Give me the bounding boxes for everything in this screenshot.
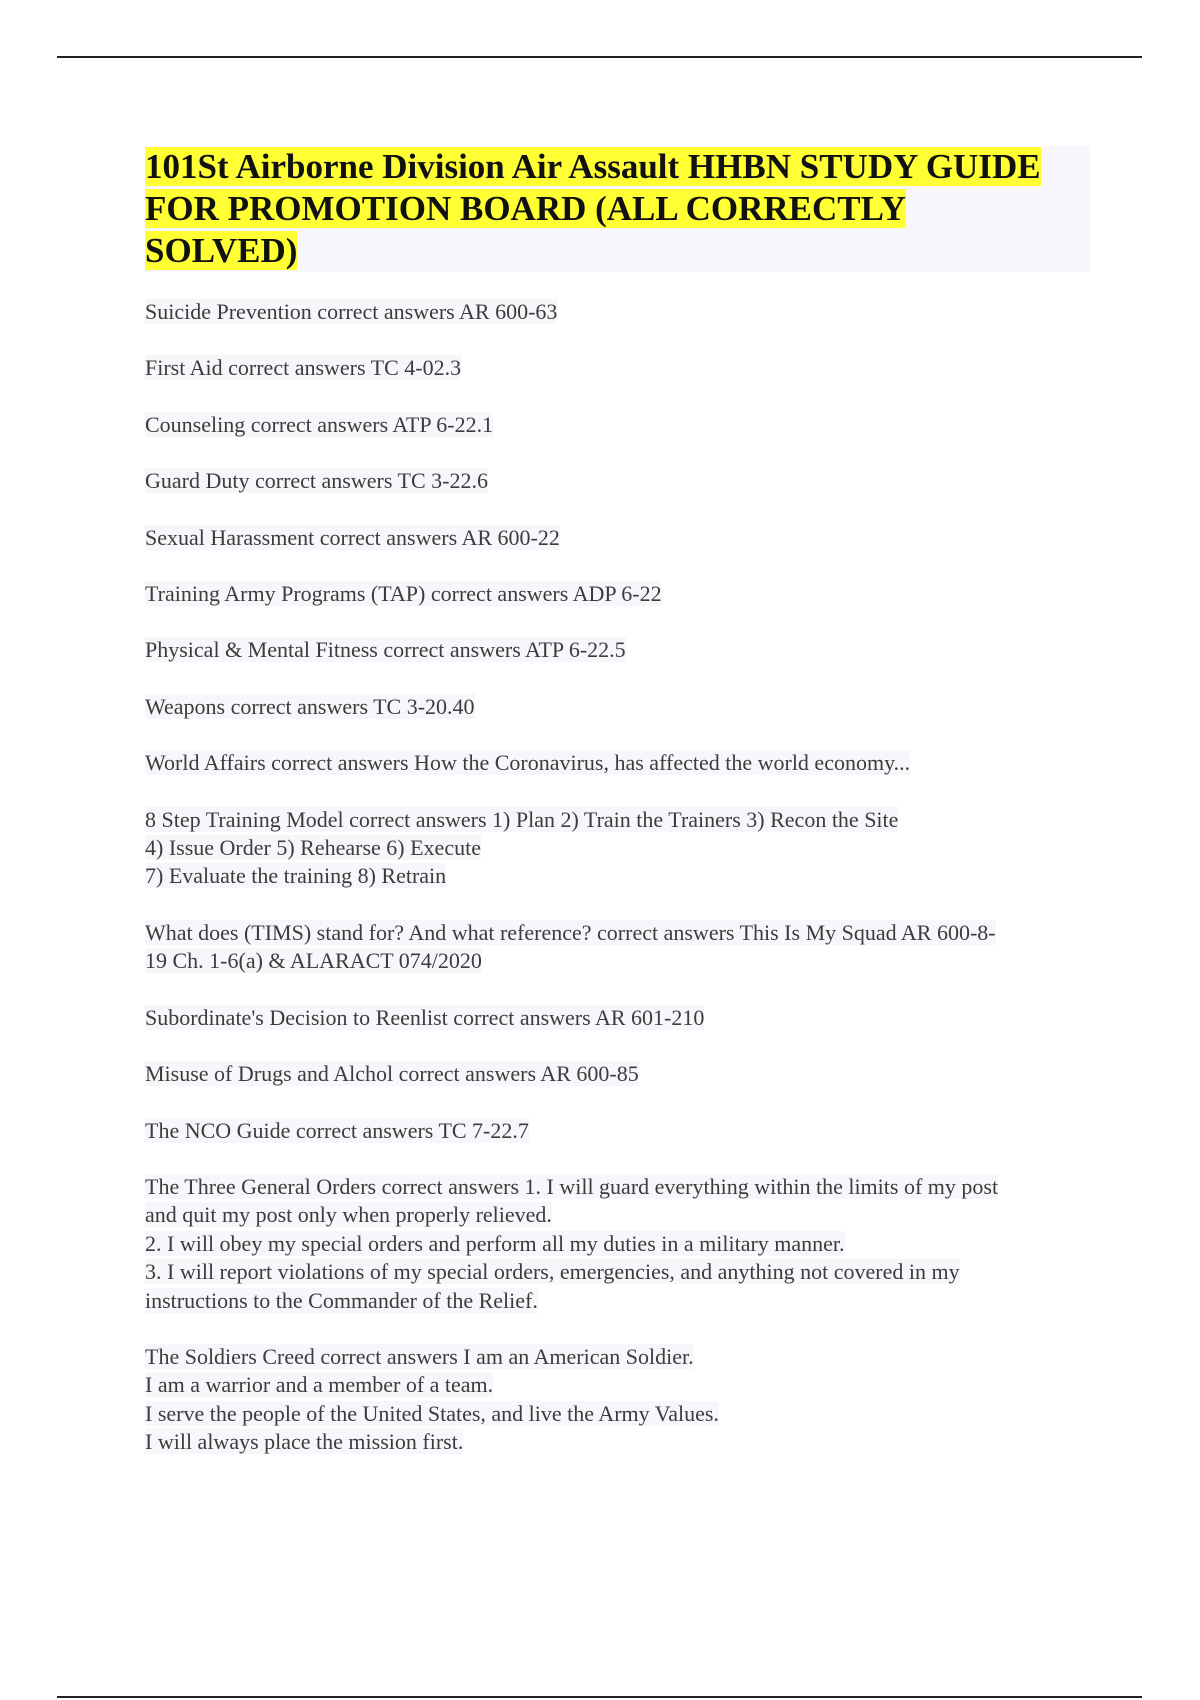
qa-item bbox=[145, 411, 1090, 439]
qa-line bbox=[145, 1428, 1090, 1456]
qa-line bbox=[145, 580, 1090, 608]
qa-line bbox=[145, 524, 1090, 552]
qa-line bbox=[145, 1004, 1090, 1032]
qa-item bbox=[145, 1343, 1090, 1457]
qa-line bbox=[145, 467, 1090, 495]
qa-line-text: Counseling correct answers ATP 6-22.1 bbox=[145, 411, 494, 437]
qa-line-text: The Three General Orders correct answers 1. I will guard everything within the limits of my post bbox=[145, 1173, 999, 1199]
qa-item bbox=[145, 580, 1090, 608]
qa-line bbox=[145, 411, 1090, 439]
qa-item bbox=[145, 1004, 1090, 1032]
qa-line-text: Subordinate's Decision to Reenlist correct answers AR 601-210 bbox=[145, 1004, 705, 1030]
qa-line bbox=[145, 1201, 1090, 1229]
qa-line bbox=[145, 749, 1090, 777]
qa-line-text: Sexual Harassment correct answers AR 600-22 bbox=[145, 524, 560, 550]
qa-line-text: 3. I will report violations of my special orders, emergencies, and anything not covered in my bbox=[145, 1259, 960, 1285]
qa-line bbox=[145, 862, 1090, 890]
qa-line bbox=[145, 1117, 1090, 1145]
qa-line-text: I am a warrior and a member of a team. bbox=[145, 1372, 494, 1398]
qa-line-text: Suicide Prevention correct answers AR 600-63 bbox=[145, 299, 558, 324]
qa-line-text: 2. I will obey my special orders and perform all my duties in a military manner. bbox=[145, 1230, 845, 1256]
qa-line-text: Physical & Mental Fitness correct answers ATP 6-22.5 bbox=[145, 637, 626, 663]
title-line-3: SOLVED) bbox=[145, 231, 298, 270]
qa-line bbox=[145, 1060, 1090, 1088]
page-bottom-rule bbox=[57, 1696, 1142, 1698]
qa-line bbox=[145, 1230, 1090, 1258]
qa-line bbox=[145, 1173, 1090, 1201]
qa-item bbox=[145, 919, 1090, 976]
qa-item bbox=[145, 1117, 1090, 1145]
qa-line-text: 8 Step Training Model correct answers 1) Plan 2) Train the Trainers 3) Recon the Site bbox=[145, 806, 899, 832]
qa-line-text: I serve the people of the United States, and live the Army Values. bbox=[145, 1400, 719, 1426]
qa-line bbox=[145, 1287, 1090, 1315]
qa-line-text: The NCO Guide correct answers TC 7-22.7 bbox=[145, 1117, 529, 1143]
qa-line bbox=[145, 298, 1090, 326]
qa-line-text: What does (TIMS) stand for? And what reference? correct answers This Is My Squad AR 600-8- bbox=[145, 919, 996, 945]
qa-line-text: 19 Ch. 1-6(a) & ALARACT 074/2020 bbox=[145, 948, 482, 974]
qa-line bbox=[145, 834, 1090, 862]
qa-line-text: First Aid correct answers TC 4-02.3 bbox=[145, 355, 462, 381]
qa-line-text: 4) Issue Order 5) Rehearse 6) Execute bbox=[145, 835, 481, 861]
qa-line bbox=[145, 354, 1090, 382]
qa-line bbox=[145, 1343, 1090, 1371]
qa-line-text: Guard Duty correct answers TC 3-22.6 bbox=[145, 468, 488, 494]
qa-list bbox=[145, 298, 1090, 1457]
qa-line-text: instructions to the Commander of the Relief. bbox=[145, 1287, 538, 1313]
qa-item bbox=[145, 693, 1090, 721]
qa-line bbox=[145, 806, 1090, 834]
title-block bbox=[145, 146, 1090, 272]
qa-item bbox=[145, 636, 1090, 664]
qa-line bbox=[145, 1258, 1090, 1286]
title-line-1: 101St Airborne Division Air Assault HHBN STUDY GUIDE bbox=[145, 147, 1041, 186]
title-line-2: FOR PROMOTION BOARD (ALL CORRECTLY bbox=[145, 189, 906, 228]
document-title bbox=[145, 146, 1090, 272]
qa-item bbox=[145, 1173, 1090, 1315]
page-top-rule bbox=[57, 56, 1142, 58]
qa-line-text: The Soldiers Creed correct answers I am an American Soldier. bbox=[145, 1343, 694, 1369]
qa-item bbox=[145, 354, 1090, 382]
qa-line-text: Weapons correct answers TC 3-20.40 bbox=[145, 693, 475, 719]
qa-line-text: I will always place the mission first. bbox=[145, 1429, 464, 1455]
qa-line bbox=[145, 1400, 1090, 1428]
document-body bbox=[145, 146, 1090, 1485]
qa-line-text: Training Army Programs (TAP) correct answers ADP 6-22 bbox=[145, 581, 662, 607]
qa-item bbox=[145, 467, 1090, 495]
qa-line-text: and quit my post only when properly relieved. bbox=[145, 1202, 552, 1228]
qa-line-text: Misuse of Drugs and Alchol correct answers AR 600-85 bbox=[145, 1061, 639, 1087]
qa-line-text: 7) Evaluate the training 8) Retrain bbox=[145, 863, 447, 889]
qa-line bbox=[145, 693, 1090, 721]
qa-item bbox=[145, 806, 1090, 891]
qa-line bbox=[145, 636, 1090, 664]
qa-line bbox=[145, 919, 1090, 947]
qa-item bbox=[145, 298, 1090, 326]
qa-item bbox=[145, 1060, 1090, 1088]
qa-line-text: World Affairs correct answers How the Coronavirus, has affected the world economy... bbox=[145, 750, 911, 776]
qa-item bbox=[145, 524, 1090, 552]
qa-line bbox=[145, 1371, 1090, 1399]
qa-item bbox=[145, 749, 1090, 777]
qa-line bbox=[145, 947, 1090, 975]
